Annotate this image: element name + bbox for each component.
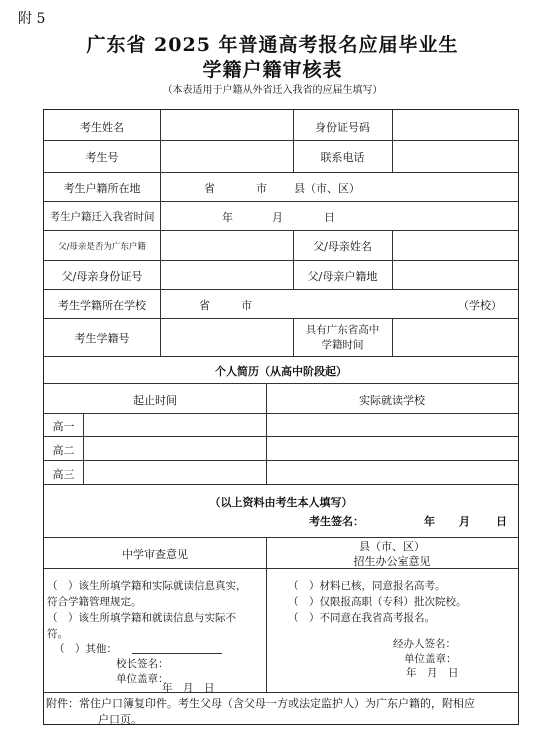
form-table: [43, 109, 519, 725]
parent-id-field[interactable]: [161, 261, 292, 288]
office-review-header-2: 招生办公室意见: [353, 555, 431, 568]
school-review-header: 中学审查意见: [122, 548, 188, 561]
office-seal-label: 单位盖章：: [404, 653, 457, 665]
filled-by-note: （以上资料由考生本人填写）: [209, 496, 353, 509]
name-label: 考生姓名: [80, 121, 124, 134]
household-province-text: 省: [204, 182, 215, 195]
resume-time-header: 起止时间: [133, 394, 177, 407]
parent-id-label: 父/母亲身份证号: [61, 270, 143, 283]
office-option-3[interactable]: （ ）不同意在我省高考报名。: [288, 612, 435, 624]
office-option-1[interactable]: （ ）材料已核，同意报名高考。: [288, 580, 446, 592]
parent-household-label: 父/母亲户籍地: [307, 270, 378, 283]
office-option-2[interactable]: （ ）仅限报高职（专科）批次院校。: [288, 596, 467, 608]
school-option-1[interactable]: （ ）该生所填学籍和实际就读信息真实，: [47, 580, 247, 592]
exam-no-label: 考生号: [85, 151, 119, 164]
gd-hs-time-field[interactable]: [393, 319, 517, 355]
resume-heading: 个人简历（从高中阶段起）: [215, 365, 347, 378]
resume-row-label: 高二: [52, 444, 75, 457]
id-field[interactable]: [393, 111, 517, 139]
school-name-suffix: （学校）: [458, 299, 502, 312]
resume-school-header: 实际就读学校: [359, 394, 425, 407]
parent-household-field[interactable]: [393, 261, 517, 288]
gd-hs-time-label: 具有广东省高中: [305, 324, 380, 336]
form-title: 广东省 2025 年普通高考报名应届毕业生: [86, 34, 459, 56]
parent-name-label: 父/母亲姓名: [313, 240, 372, 253]
gd-hs-time-label-2: 学籍时间: [321, 339, 364, 351]
phone-label: 联系电话: [320, 151, 365, 164]
school-option-2-cont: 符。: [47, 628, 68, 640]
moved-month-text: 月: [272, 211, 283, 224]
sign-year-text: 年: [424, 515, 435, 528]
phone-field[interactable]: [393, 141, 517, 171]
resume-row-label: 高一: [52, 420, 75, 433]
school-option-2[interactable]: （ ）该生所填学籍和就读信息与实际不: [47, 612, 236, 624]
exam-no-field[interactable]: [161, 141, 292, 171]
name-field[interactable]: [161, 111, 292, 139]
other-underline: [132, 653, 222, 654]
office-review-header: 县（市、区）: [359, 540, 425, 553]
student-no-label: 考生学籍号: [74, 332, 130, 345]
student-signature-label: 考生签名：: [309, 515, 364, 528]
household-county-text: 县（市、区）: [294, 182, 360, 195]
principal-signature-label: 校长签名：: [116, 658, 169, 670]
parent-name-field[interactable]: [393, 231, 517, 259]
id-label: 身份证号码: [315, 121, 370, 134]
footnote: 附件：常住户口簿复印件。考生父母（含父母一方或法定监护人）为广东户籍的，附相应: [46, 697, 475, 710]
household-location-label: 考生户籍所在地: [63, 182, 141, 195]
parent-guangdong-label: 父/母亲是否为广东户籍: [58, 242, 146, 252]
agent-signature-label: 经办人签名：: [393, 638, 456, 650]
form-title-line2: 学籍户籍审核表: [202, 59, 343, 81]
school-seal-label: 单位盖章：: [116, 673, 169, 685]
school-location-label: 考生学籍所在学校: [58, 299, 146, 312]
footnote-cont: 户口页。: [98, 713, 142, 726]
school-option-3[interactable]: （ ）其他：: [54, 643, 117, 655]
resume-row-label: 高三: [52, 468, 75, 481]
moved-year-text: 年: [222, 211, 233, 224]
school-date: 年 月 日: [162, 682, 215, 694]
school-city-text: 市: [241, 299, 252, 312]
moved-time-label: 考生户籍迁入我省时间: [49, 211, 155, 223]
school-province-text: 省: [199, 299, 210, 312]
household-city-text: 市: [256, 182, 267, 195]
school-option-1-cont: 符合学籍管理规定。: [47, 596, 142, 608]
attachment-label: 附 5: [18, 11, 46, 27]
moved-day-text: 日: [324, 211, 335, 224]
sign-day-text: 日: [496, 515, 507, 528]
student-no-field[interactable]: [161, 319, 292, 355]
office-date: 年 月 日: [406, 667, 459, 679]
sign-month-text: 月: [459, 515, 470, 528]
form-subtitle: （本表适用于户籍从外省迁入我省的应届生填写）: [162, 85, 383, 96]
parent-guangdong-field[interactable]: [161, 231, 292, 259]
